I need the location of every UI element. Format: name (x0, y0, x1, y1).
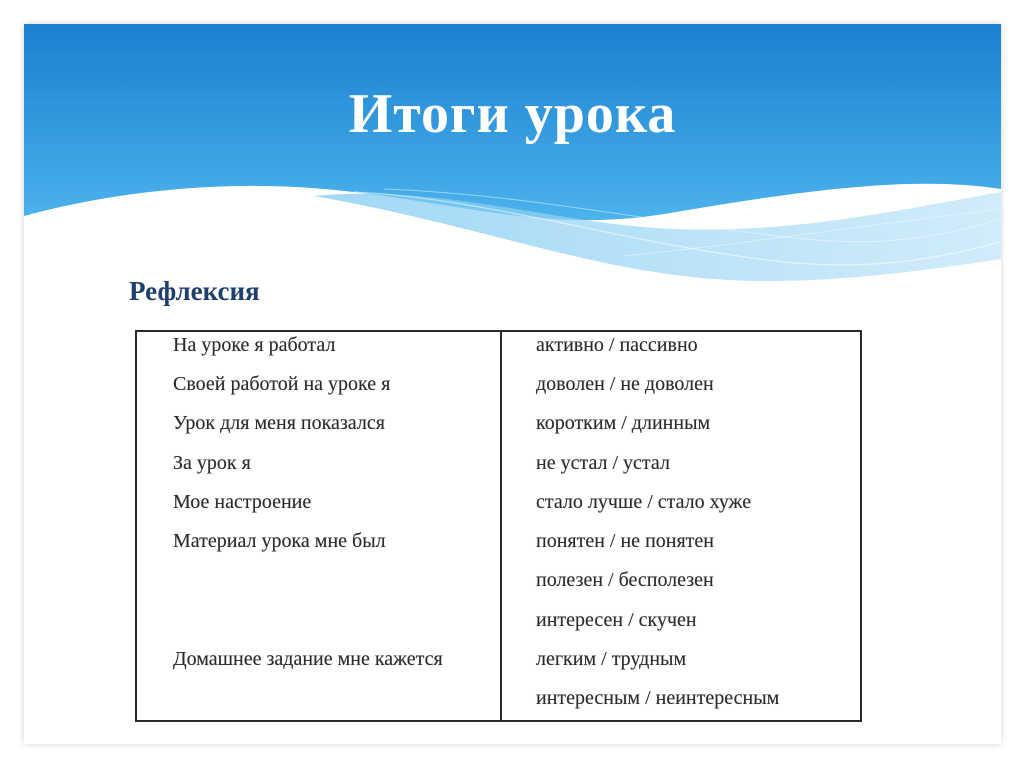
slide-title: Итоги урока (348, 83, 677, 145)
answer-row-2: доволен / не доволен (536, 373, 714, 395)
reflection-table (135, 330, 862, 722)
prompt-row-3: Урок для меня показался (173, 412, 385, 434)
answer-row-3: коротким / длинным (536, 412, 711, 434)
answer-row-10: интересным / неинтересным (536, 687, 780, 709)
prompt-row-7: Домашнее задание мне кажется (173, 648, 443, 670)
answer-row-4: не устал / устал (536, 452, 670, 474)
answer-row-6: понятен / не понятен (536, 530, 714, 552)
answer-row-7: полезен / бесполезен (536, 569, 714, 591)
column-divider (500, 332, 502, 720)
prompt-row-1: На уроке я работал (173, 334, 336, 356)
answer-row-9: легким / трудным (536, 648, 687, 670)
slide (24, 24, 1001, 744)
answer-row-5: стало лучше / стало хуже (536, 491, 752, 513)
prompt-row-6: Материал урока мне был (173, 530, 386, 552)
section-subtitle: Рефлексия (129, 276, 260, 306)
answer-row-8: интересен / скучен (536, 609, 697, 631)
prompt-row-5: Мое настроение (173, 491, 312, 513)
header-wave-background (24, 24, 1001, 294)
answer-row-1: активно / пассивно (536, 334, 698, 356)
prompt-row-2: Своей работой на уроке я (173, 373, 391, 395)
prompt-row-4: За урок я (173, 452, 251, 474)
